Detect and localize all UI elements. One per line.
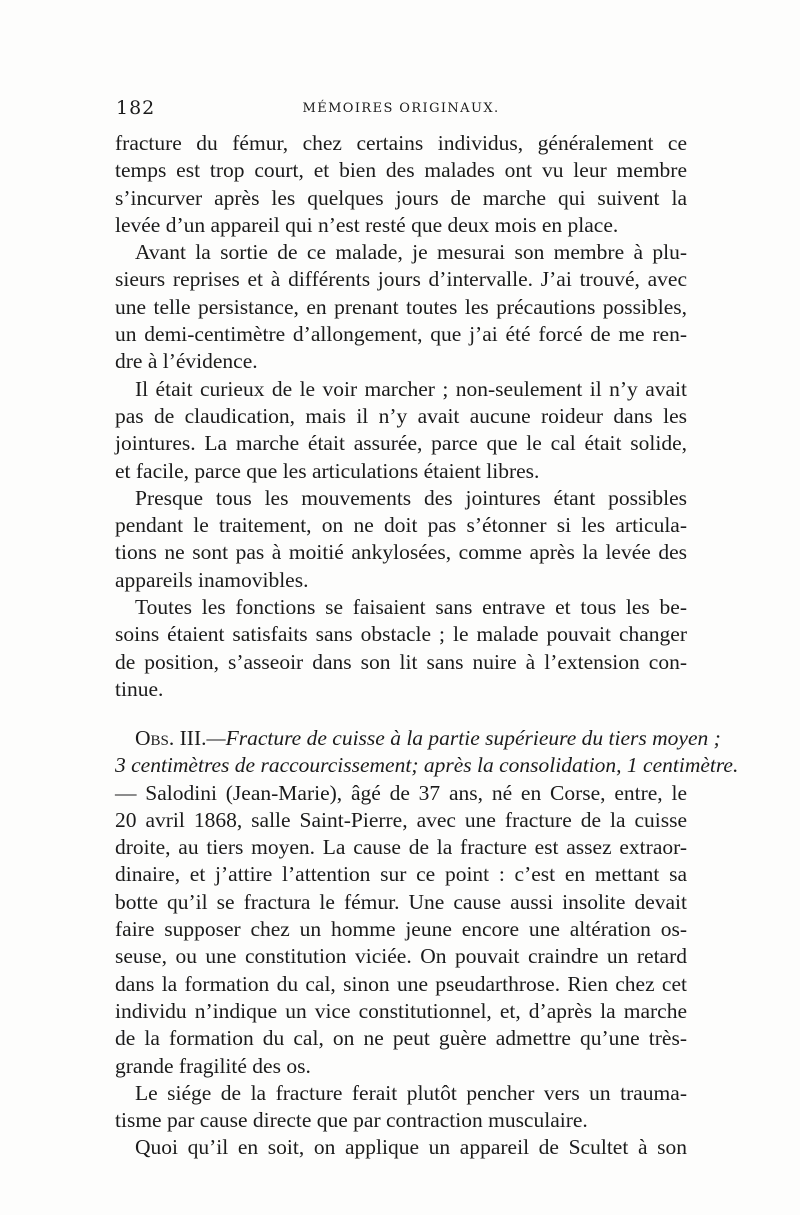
text-line: botte qu’il se fractura le fémur. Une cause aussi insolite devait xyxy=(115,889,687,914)
text-line: sieurs reprises et à différents jours d’intervalle. J’ai trouvé, avec xyxy=(115,267,687,292)
text-line: Quoi qu’il en soit, on applique un appareil de Scultet à son xyxy=(135,1135,687,1160)
text-line: soins étaient satisfaits sans obstacle ; le malade pouvait changer xyxy=(115,622,687,647)
running-head: MÉMOIRES ORIGINAUX. xyxy=(302,101,500,116)
text-line: et facile, parce que les articulations étaient libres. xyxy=(115,458,540,483)
paragraph xyxy=(115,239,687,375)
text-line: une telle persistance, en prenant toutes les précautions possibles, xyxy=(115,294,687,319)
text-line: de la formation du cal, on ne peut guère admettre qu’une très- xyxy=(115,1026,687,1051)
text-line: individu n’indique un vice constitutionnel, et, d’après la marche xyxy=(115,998,687,1023)
text-line: pendant le traitement, on ne doit pas s’étonner si les articula- xyxy=(115,513,687,538)
text-line: jointures. La marche était assurée, parce que le cal était solide, xyxy=(115,431,687,456)
text-line: dans la formation du cal, sinon une pseudarthrose. Rien chez cet xyxy=(115,971,687,996)
paragraph xyxy=(115,1080,687,1135)
text-line: levée d’un appareil qui n’est resté que deux mois en place. xyxy=(115,212,619,237)
text-line: Presque tous les mouvements des jointures étant possibles xyxy=(135,485,687,510)
page-header xyxy=(116,97,686,121)
text-line: seuse, ou une constitution viciée. On pouvait craindre un retard xyxy=(115,944,687,969)
text-line: 20 avril 1868, salle Saint-Pierre, avec une fracture de la cuisse xyxy=(115,807,687,832)
text-line: Avant la sortie de ce malade, je mesurai son membre à plu- xyxy=(135,240,687,265)
text-line: temps est trop court, et bien des malades ont vu leur membre xyxy=(115,158,687,183)
page-number: 182 xyxy=(116,97,156,119)
observation-title-line xyxy=(115,725,721,752)
text-line: dre à l’évidence. xyxy=(115,349,258,374)
observation-label: Obs. III. xyxy=(135,726,207,750)
text-line: faire supposer chez un homme jeune encore une altération os- xyxy=(115,917,687,942)
text-line: — Salodini (Jean-Marie), âgé de 37 ans, né en Corse, entre, le xyxy=(115,780,687,805)
paragraph xyxy=(115,780,687,1080)
text-line: Le siége de la fracture ferait plutôt pencher vers un trauma- xyxy=(135,1080,687,1105)
text-line: grande fragilité des os. xyxy=(115,1053,311,1078)
text-line: droite, au tiers moyen. La cause de la fracture est assez extraor- xyxy=(115,835,687,860)
body-text-top xyxy=(115,130,687,703)
text-line: fracture du fémur, chez certains individus, généralement ce xyxy=(115,131,687,155)
text-line: dinaire, et j’attire l’attention sur ce point : c’est en mettant sa xyxy=(115,862,687,887)
observation-title: —Fracture de cuisse à la partie supérieure du tiers moyen ; xyxy=(206,726,721,750)
paragraph xyxy=(115,594,687,703)
text-line: appareils inamovibles. xyxy=(115,567,309,592)
text-line: tisme par cause directe que par contraction musculaire. xyxy=(115,1108,588,1133)
observation-subtitle: 3 centimètres de raccourcissement; après la consolidation, 1 centimètre. xyxy=(115,753,739,778)
paragraph xyxy=(115,1134,687,1161)
text-line: Toutes les fonctions se faisaient sans entrave et tous les be- xyxy=(135,595,687,620)
paragraph xyxy=(115,130,687,239)
paragraph xyxy=(115,376,687,485)
text-line: s’incurver après les quelques jours de marche qui suivent la xyxy=(115,185,687,210)
text-line: de position, s’asseoir dans son lit sans nuire à l’extension con- xyxy=(115,649,687,674)
observation-heading xyxy=(115,725,739,780)
text-line: tinue. xyxy=(115,676,164,701)
paragraph xyxy=(115,485,687,594)
observation-section xyxy=(115,725,739,1162)
text-line: un demi-centimètre d’allongement, que j’ai été forcé de me ren- xyxy=(115,322,687,347)
text-line: pas de claudication, mais il n’y avait aucune roideur dans les xyxy=(115,403,687,428)
text-line: tions ne sont pas à moitié ankylosées, comme après la levée des xyxy=(115,540,687,565)
text-line: Il était curieux de le voir marcher ; non-seulement il n’y avait xyxy=(135,376,687,401)
